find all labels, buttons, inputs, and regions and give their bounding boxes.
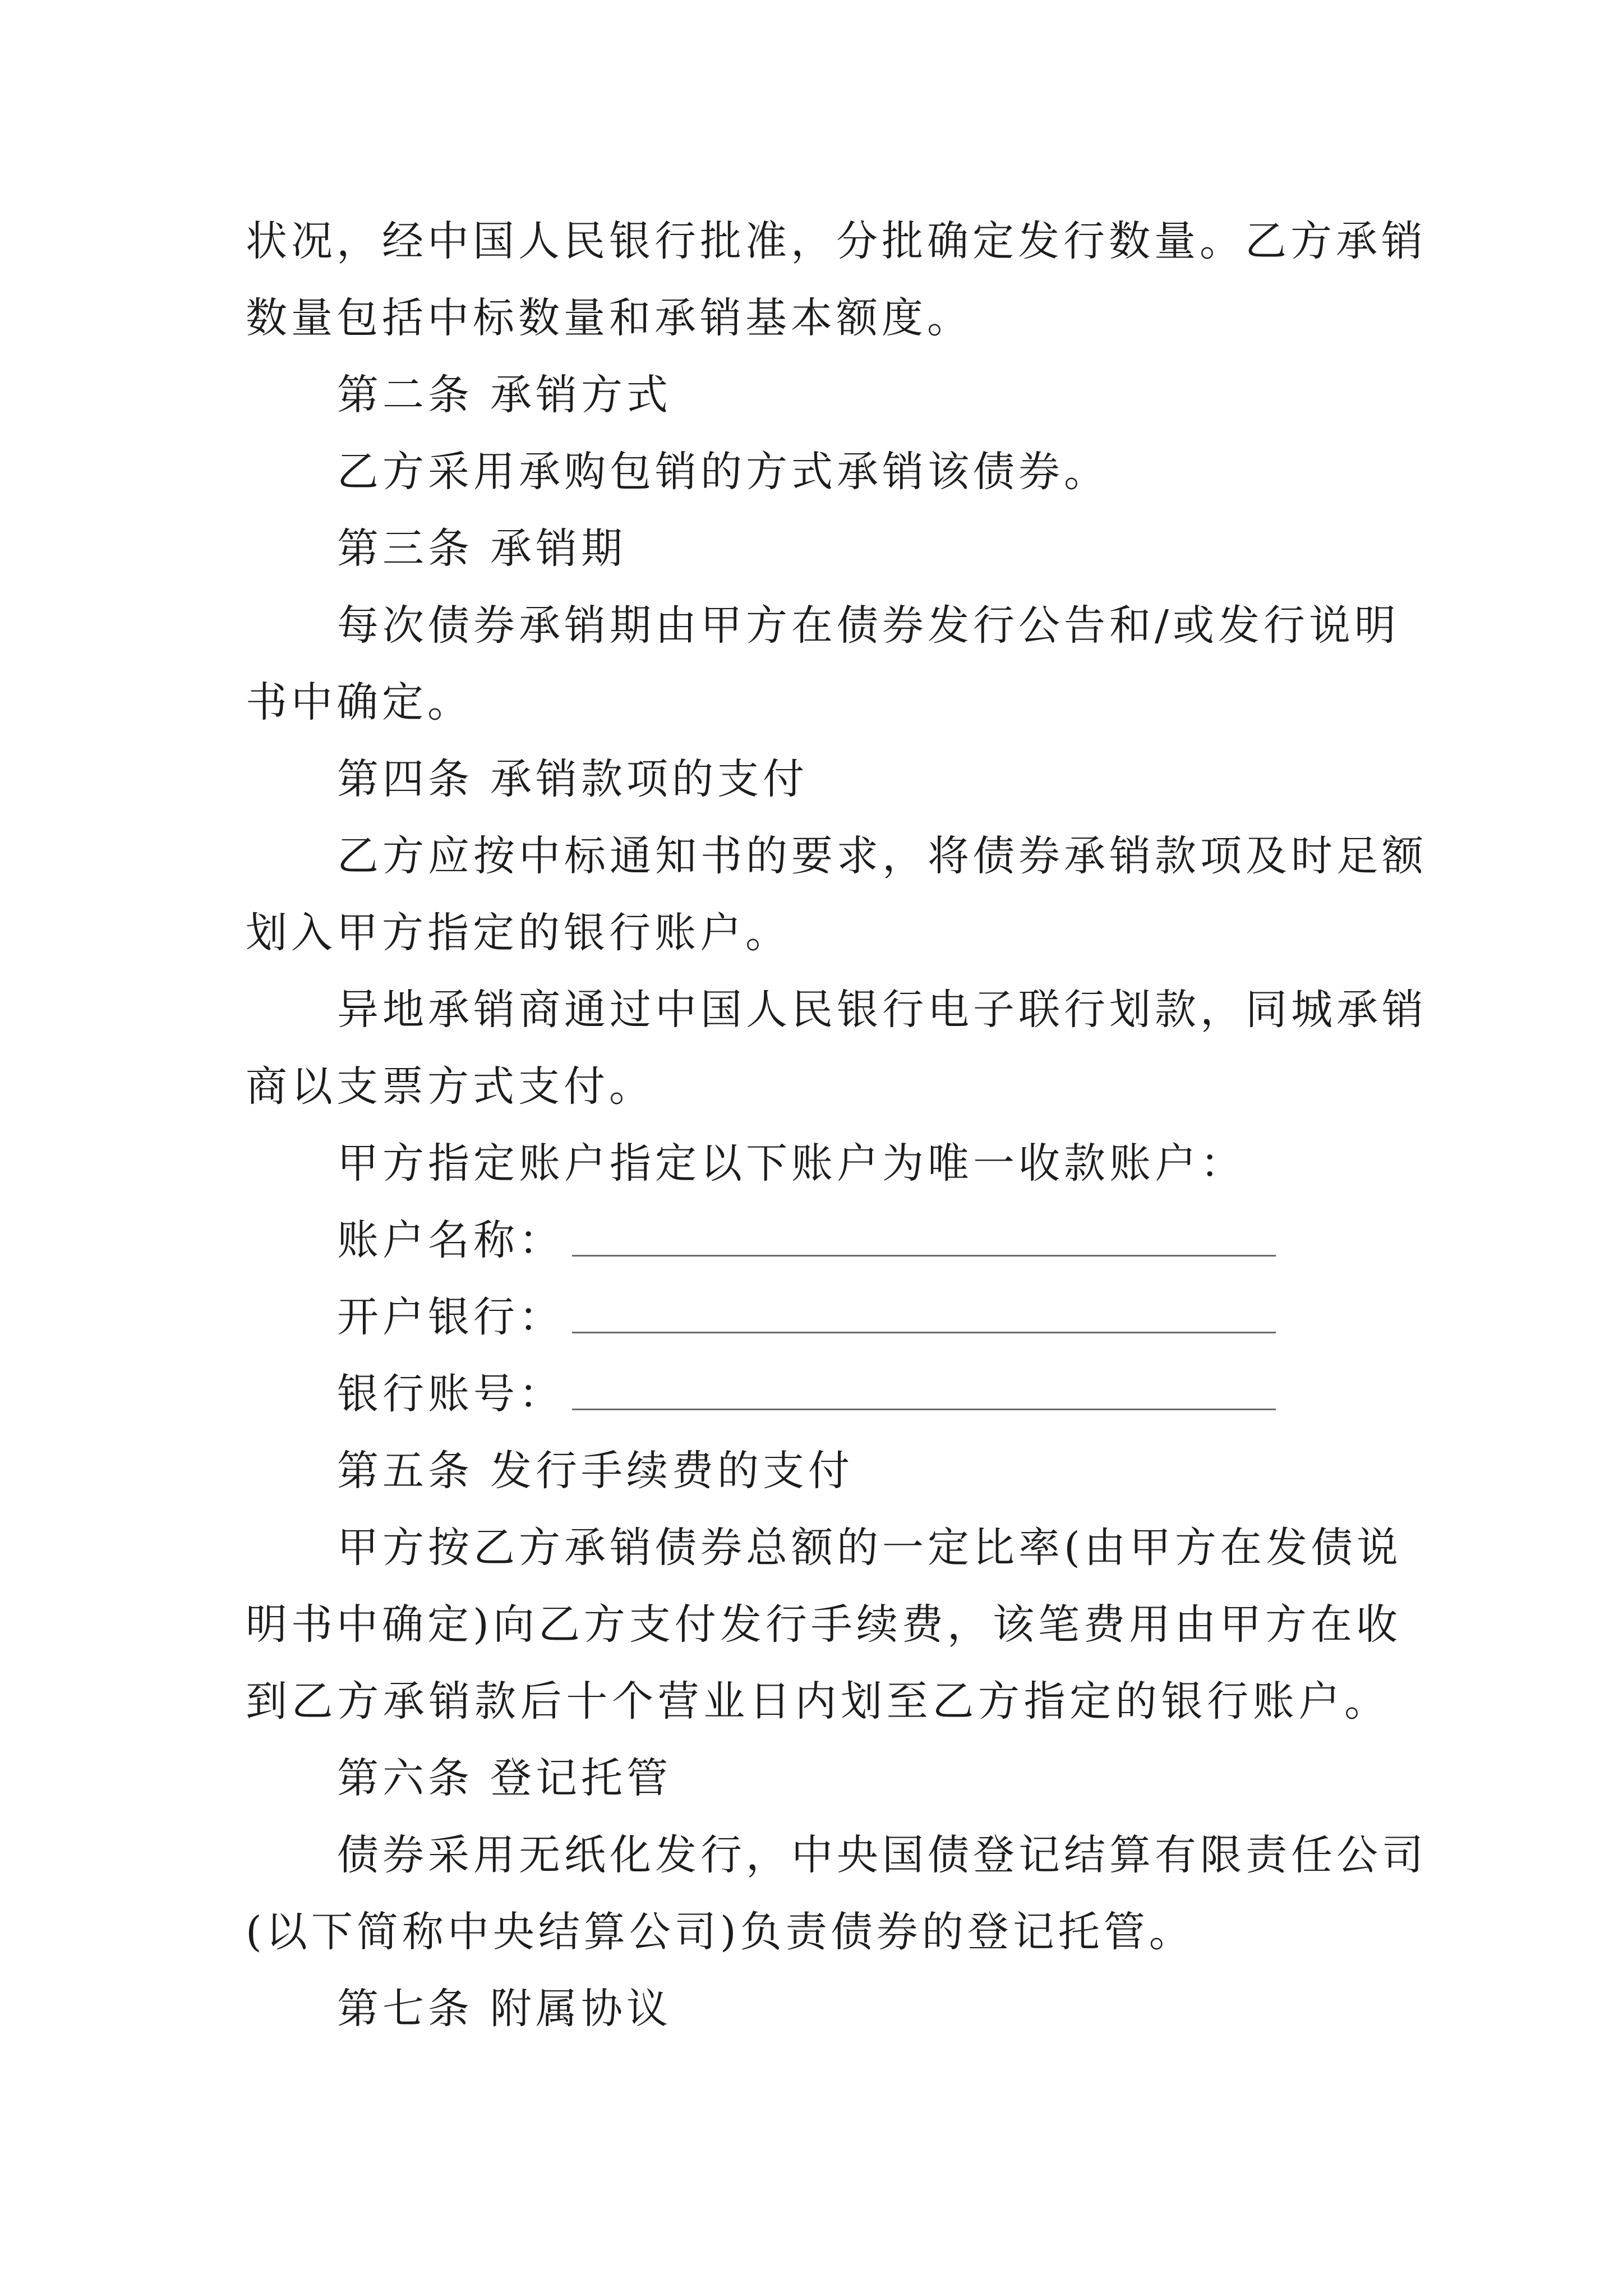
paragraph-line: 划入甲方指定的银行账户。 [246, 909, 791, 957]
account-name-blank[interactable] [572, 1255, 1276, 1257]
article-number: 第五条 [337, 1447, 473, 1495]
account-name-label: 账户名称： [337, 1216, 564, 1264]
account-number-blank[interactable] [572, 1409, 1276, 1410]
paragraph-line: 明书中确定)向乙方支付发行手续费，该笔费用由甲方在收 [246, 1600, 1401, 1649]
article-title: 承销款项的支付 [490, 755, 808, 803]
article-heading [246, 741, 1390, 818]
paragraph-line: 甲方指定账户指定以下账户为唯一收款账户： [337, 1139, 1246, 1188]
bank-name-label: 开户银行： [337, 1293, 564, 1341]
article-number: 第六条 [337, 1754, 473, 1802]
article-number: 第四条 [337, 755, 473, 803]
article-title: 发行手续费的支付 [490, 1447, 854, 1495]
bank-name-row [246, 1279, 1390, 1356]
account-number-label: 银行账号： [337, 1370, 564, 1418]
paragraph-line: 每次债券承销期由甲方在债券发行公告和/或发行说明 [337, 601, 1400, 650]
paragraph-line: 乙方采用承购包销的方式承销该债券。 [337, 448, 1109, 496]
article-title: 承销方式 [490, 371, 672, 419]
paragraph-line: 商以支票方式支付。 [246, 1062, 654, 1111]
paragraph-line: (以下简称中央结算公司)负责债券的登记托管。 [246, 1908, 1195, 1956]
paragraph-line: 到乙方承销款后十个营业日内划至乙方指定的银行账户。 [246, 1677, 1390, 1726]
document-body [246, 203, 1427, 2047]
article-heading [246, 357, 1390, 434]
article-title: 附属协议 [490, 1985, 672, 2033]
article-number: 第七条 [337, 1985, 473, 2033]
article-heading [246, 1971, 1390, 2047]
article-number: 第二条 [337, 371, 473, 419]
paragraph-line: 数量包括中标数量和承销基本额度。 [246, 294, 972, 342]
account-number-row [246, 1356, 1390, 1433]
paragraph-line: 异地承销商通过中国人民银行电子联行划款，同城承销 [337, 986, 1427, 1034]
article-heading [246, 1433, 1390, 1510]
paragraph-line: 状况，经中国人民银行批准，分批确定发行数量。乙方承销 [246, 217, 1427, 265]
article-heading [246, 1740, 1390, 1817]
article-heading [246, 510, 1390, 587]
account-name-row [246, 1202, 1390, 1279]
bank-name-blank[interactable] [572, 1332, 1276, 1333]
paragraph-line: 乙方应按中标通知书的要求，将债券承销款项及时足额 [337, 832, 1427, 880]
paragraph-line: 甲方按乙方承销债券总额的一定比率(由甲方在发债说 [337, 1524, 1402, 1572]
article-title: 登记托管 [490, 1754, 672, 1802]
paragraph-line: 书中确定。 [246, 678, 473, 726]
paragraph-line: 债券采用无纸化发行，中央国债登记结算有限责任公司 [337, 1831, 1427, 1879]
article-number: 第三条 [337, 524, 473, 573]
article-title: 承销期 [490, 524, 626, 573]
